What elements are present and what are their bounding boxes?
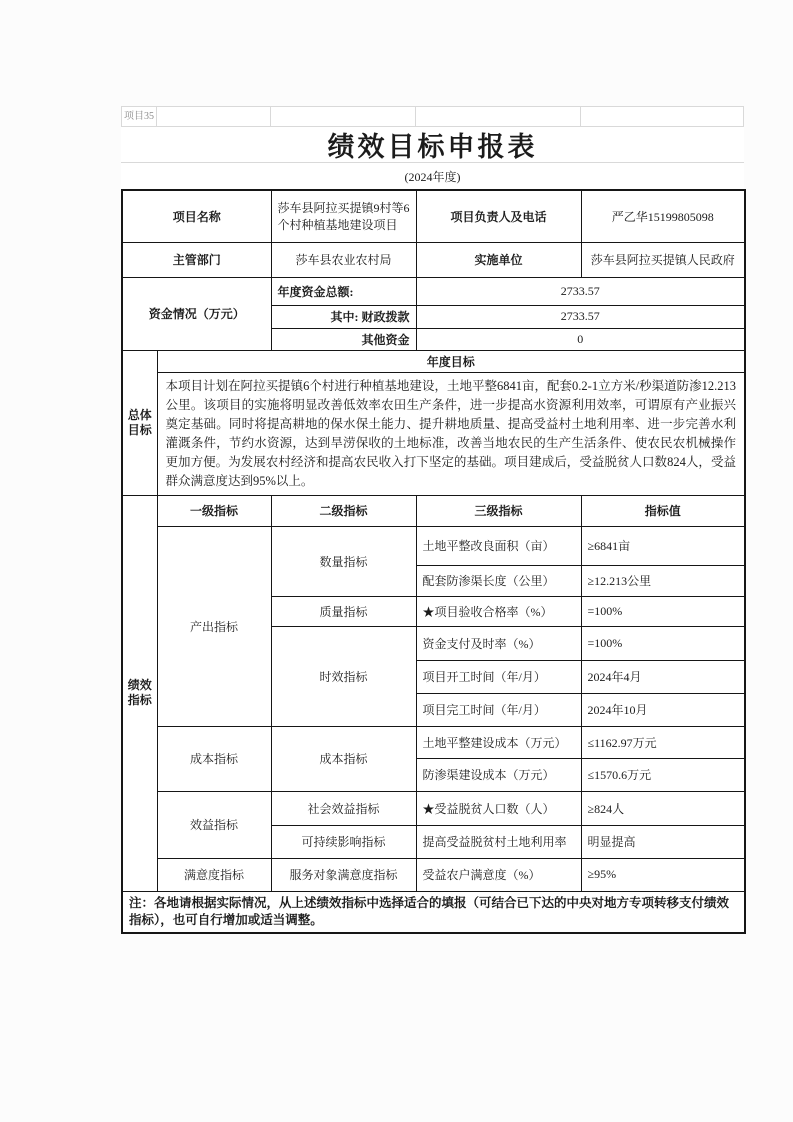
- empty-grid-cell: [416, 107, 581, 126]
- form-title: 绩效目标申报表: [327, 132, 538, 162]
- indicator-name: 项目完工时间（年/月）: [416, 693, 581, 726]
- level2-social-benefit: 社会效益指标: [271, 791, 416, 825]
- funding-total-label: 年度资金总额:: [271, 277, 416, 305]
- spreadsheet-gridline-strip: [121, 106, 744, 127]
- indicators-side-label: 绩效指标: [122, 495, 157, 891]
- annual-goal-header: 年度目标: [157, 350, 745, 372]
- header-value: 指标值: [581, 495, 745, 526]
- indicator-value: ≥6841亩: [581, 526, 745, 565]
- level2-timeliness: 时效指标: [271, 626, 416, 726]
- level1-output: 产出指标: [157, 526, 271, 726]
- indicator-name: ★受益脱贫人口数（人）: [416, 791, 581, 825]
- indicator-name: 土地平整改良面积（亩）: [416, 526, 581, 565]
- level2-cost: 成本指标: [271, 726, 416, 791]
- overall-goal-side-label: 总体目标: [122, 350, 157, 495]
- header-level1: 一级指标: [157, 495, 271, 526]
- annual-goal-text: 本项目计划在阿拉买提镇6个村进行种植基地建设，土地平整6841亩，配套0.2-1立方米/秒渠道防渗12.213公里。该项目的实施将明显改善低效率农田生产条件，进一步提高水资源利用效率，可谓原有产业振兴奠定基础。同时将提高耕地的保水保土能力、提升耕地质量、提高受益村土地利用率、进一步完善水利灌溉条件，节约水资源，达到旱涝保收的土地标准，改善当地农民的生产生活条件、使农民农机械操作更加方便。为发展农村经济和提高农民收入打下坚定的基础。项目建成后，受益脱贫人口数824人，受益群众满意度达到95%以上。: [157, 372, 745, 495]
- indicator-value: ≥95%: [581, 858, 745, 891]
- impl-value: 莎车县阿拉买提镇人民政府: [581, 242, 745, 277]
- indicator-name: 提高受益脱贫村土地利用率: [416, 825, 581, 858]
- form-title-row: [121, 127, 744, 163]
- header-level3: 三级指标: [416, 495, 581, 526]
- indicator-value: 明显提高: [581, 825, 745, 858]
- empty-grid-cell: [157, 107, 271, 126]
- indicator-value: =100%: [581, 596, 745, 626]
- empty-grid-cell: [581, 107, 744, 126]
- project-name-value: 莎车县阿拉买提镇9村等6个村种植基地建设项目: [271, 190, 416, 242]
- declaration-table: [121, 189, 746, 934]
- level2-quantity: 数量指标: [271, 526, 416, 596]
- indicator-name: 项目开工时间（年/月）: [416, 660, 581, 693]
- empty-grid-cell: [271, 107, 416, 126]
- dept-label: 主管部门: [122, 242, 271, 277]
- indicator-value: 2024年10月: [581, 693, 745, 726]
- indicator-name: 防渗渠建设成本（万元）: [416, 758, 581, 791]
- impl-label: 实施单位: [416, 242, 581, 277]
- funding-total-value: 2733.57: [416, 277, 745, 305]
- leader-label: 项目负责人及电话: [416, 190, 581, 242]
- leader-value: 严乙华15199805098: [581, 190, 745, 242]
- indicator-name: 受益农户满意度（%）: [416, 858, 581, 891]
- indicator-value: 2024年4月: [581, 660, 745, 693]
- funding-other-label: 其他资金: [271, 328, 416, 350]
- level1-cost: 成本指标: [157, 726, 271, 791]
- funding-fiscal-value: 2733.57: [416, 305, 745, 328]
- dept-value: 莎车县农业农村局: [271, 242, 416, 277]
- indicator-value: ≥12.213公里: [581, 565, 745, 596]
- form-sheet: [121, 106, 744, 934]
- indicator-value: ≥824人: [581, 791, 745, 825]
- funding-fiscal-label: 其中: 财政拨款: [271, 305, 416, 328]
- corner-cell-label: 项目35: [122, 107, 157, 126]
- indicator-value: =100%: [581, 626, 745, 660]
- project-name-label: 项目名称: [122, 190, 271, 242]
- level2-sustainability: 可持续影响指标: [271, 825, 416, 858]
- funding-other-value: 0: [416, 328, 745, 350]
- header-level2: 二级指标: [271, 495, 416, 526]
- level1-satisfaction: 满意度指标: [157, 858, 271, 891]
- level2-service-satisfaction: 服务对象满意度指标: [271, 858, 416, 891]
- indicator-value: ≤1162.97万元: [581, 726, 745, 758]
- form-subtitle: (2024年度): [404, 169, 461, 184]
- indicator-name: 配套防渗渠长度（公里）: [416, 565, 581, 596]
- footer-note: 注：各地请根据实际情况，从上述绩效指标中选择适合的填报（可结合已下达的中央对地方专项转移支付绩效指标），也可自行增加或适当调整。: [122, 891, 745, 933]
- indicator-value: ≤1570.6万元: [581, 758, 745, 791]
- indicator-name: 土地平整建设成本（万元）: [416, 726, 581, 758]
- form-subtitle-row: [121, 163, 744, 189]
- level1-benefit: 效益指标: [157, 791, 271, 858]
- funding-section-label: 资金情况（万元）: [122, 277, 271, 350]
- indicator-name: ★项目验收合格率（%）: [416, 596, 581, 626]
- indicator-name: 资金支付及时率（%）: [416, 626, 581, 660]
- level2-quality: 质量指标: [271, 596, 416, 626]
